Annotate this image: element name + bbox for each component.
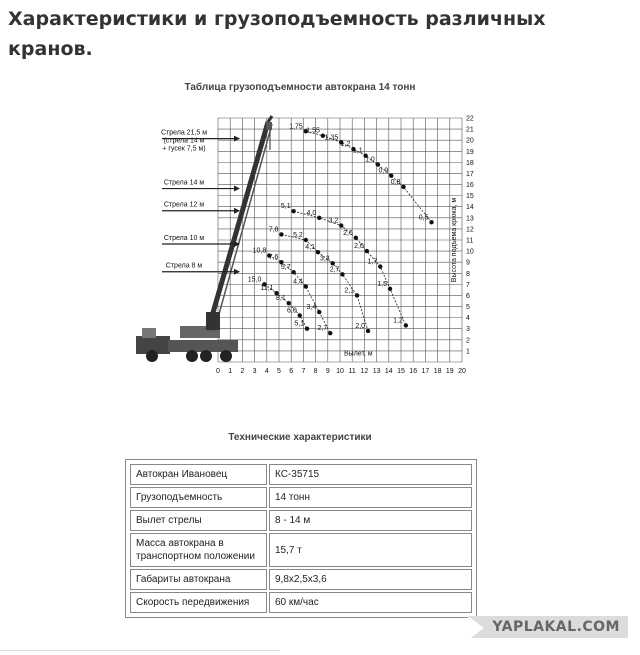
x-tick-label: 14 — [384, 368, 393, 375]
data-point — [304, 238, 308, 242]
x-tick-label: 13 — [372, 368, 381, 375]
boom-label: Стрела 10 м — [163, 235, 205, 242]
boom-label: Стрела 8 м — [165, 262, 203, 270]
spec-key: Скорость передвижения — [130, 592, 267, 613]
boom-label: Стрела 12 м — [163, 201, 205, 209]
boom-label: Стрела 21,5 м — [160, 129, 208, 137]
data-label: 15,0 — [247, 276, 262, 284]
x-tick-label: 6 — [289, 368, 294, 375]
data-label: 1,35 — [324, 134, 339, 142]
data-point — [401, 185, 405, 189]
data-point — [429, 220, 433, 224]
data-label: 2,7 — [329, 266, 340, 274]
data-point — [298, 313, 302, 317]
data-point — [354, 236, 358, 240]
y-tick-label: 7 — [466, 281, 470, 289]
spec-row — [130, 510, 472, 531]
data-label: 5,1 — [294, 320, 305, 328]
x-tick-label: 0 — [216, 368, 220, 375]
spec-row — [130, 592, 472, 613]
x-tick-label: 9 — [325, 368, 330, 375]
x-tick-label: 16 — [409, 368, 418, 375]
data-label: 0,5 — [418, 214, 429, 222]
data-label: 3,4 — [306, 304, 317, 312]
data-label: 3,3 — [319, 255, 330, 263]
data-label: 6,0 — [287, 307, 297, 315]
series-line — [306, 131, 432, 222]
y-tick-label: 13 — [466, 215, 474, 223]
data-label: 7,6 — [268, 254, 279, 262]
y-axis-label: Высота подъема крюка, м — [451, 197, 458, 283]
y-tick-label: 2 — [466, 337, 470, 345]
data-label: 0,9 — [378, 167, 389, 175]
watermark: YAPLAKAL.COM — [468, 616, 628, 638]
data-point — [366, 329, 370, 333]
x-tick-label: 1 — [228, 368, 233, 375]
divider — [0, 650, 280, 651]
data-label: 0,8 — [390, 178, 401, 186]
data-label: 4,4 — [293, 278, 303, 286]
data-point — [404, 323, 408, 327]
spec-key: Габариты автокрана — [130, 569, 267, 590]
boom-arrow-head — [234, 186, 240, 192]
spec-key: Грузоподъемность — [130, 487, 267, 508]
y-tick-label: 1 — [466, 348, 470, 356]
x-axis-label: Вылет, м — [344, 350, 373, 358]
data-label: 1,75 — [289, 123, 303, 131]
x-tick-label: 20 — [458, 368, 466, 375]
data-point — [388, 287, 392, 291]
page-title: Характеристики и грузоподъемность различных кранов. — [8, 8, 546, 60]
y-tick-label: 22 — [466, 115, 474, 123]
data-label: 5,1 — [280, 203, 291, 211]
y-tick-label: 3 — [466, 326, 470, 334]
boom-label: (стрела 14 м — [163, 137, 205, 145]
spec-value: 60 км/час — [269, 592, 472, 613]
data-point — [389, 173, 393, 177]
boom-label: + гусек 7,5 м) — [162, 145, 206, 153]
data-label: 7,8 — [268, 226, 279, 234]
x-tick-label: 3 — [252, 368, 257, 375]
data-point — [365, 249, 369, 253]
data-point — [305, 327, 309, 331]
x-tick-label: 8 — [313, 368, 318, 375]
x-tick-label: 19 — [445, 368, 454, 375]
y-tick-label: 5 — [466, 304, 470, 312]
spec-key: Масса автокрана в транспортном положении — [130, 533, 267, 567]
x-tick-label: 18 — [433, 368, 442, 375]
data-point — [355, 293, 359, 297]
spec-value: КС-35715 — [269, 464, 472, 485]
x-tick-label: 11 — [348, 368, 356, 375]
y-tick-label: 4 — [466, 315, 470, 323]
x-tick-label: 15 — [397, 368, 405, 375]
boom-arrow-head — [234, 269, 240, 275]
chart-title: Таблица грузоподъемности автокрана 14 тонн — [184, 82, 416, 93]
x-tick-label: 10 — [336, 368, 344, 375]
data-label: 4,1 — [305, 244, 316, 252]
y-tick-label: 20 — [466, 137, 474, 145]
data-point — [287, 301, 291, 305]
data-label: 11,1 — [260, 285, 274, 293]
y-tick-label: 14 — [466, 204, 474, 212]
spec-key: Автокран Ивановец — [130, 464, 267, 485]
data-label: 1,5 — [377, 280, 388, 288]
y-tick-label: 8 — [466, 270, 470, 278]
spec-value: 8 - 14 м — [269, 510, 472, 531]
data-point — [376, 162, 380, 166]
data-label: 2,7 — [317, 325, 328, 333]
data-label: 1,2 — [340, 141, 351, 149]
y-tick-label: 15 — [466, 193, 474, 201]
y-tick-label: 6 — [466, 292, 470, 300]
y-tick-label: 21 — [466, 126, 474, 134]
data-point — [317, 216, 321, 220]
chart-grid — [218, 118, 462, 362]
spec-row — [130, 533, 472, 567]
data-label: 2,1 — [344, 287, 355, 295]
x-tick-label: 17 — [421, 368, 430, 375]
tech-specs-title: Технические характеристики — [228, 432, 372, 443]
data-point — [279, 232, 283, 236]
data-point — [340, 272, 344, 276]
spec-table — [125, 459, 477, 618]
load-chart — [122, 100, 482, 390]
data-point — [291, 209, 295, 213]
data-point — [291, 270, 295, 274]
data-point — [317, 310, 321, 314]
data-label: 2,0 — [355, 322, 366, 330]
data-label: 4,0 — [306, 209, 317, 217]
spec-key: Вылет стрелы — [130, 510, 267, 531]
data-label: 5,2 — [293, 232, 303, 239]
data-label: 1,7 — [367, 258, 378, 266]
data-point — [378, 264, 382, 268]
y-tick-label: 9 — [466, 259, 470, 267]
data-point — [316, 250, 320, 254]
y-tick-label: 19 — [466, 148, 474, 156]
data-point — [328, 331, 332, 335]
data-label: 2,6 — [343, 229, 353, 237]
data-point — [339, 223, 343, 227]
data-label: 1,55 — [306, 127, 320, 135]
y-tick-label: 10 — [466, 248, 474, 256]
data-label: 1,2 — [393, 317, 403, 325]
data-label: 5,7 — [280, 264, 291, 272]
boom-label: Стрела 14 м — [163, 179, 205, 187]
spec-row — [130, 569, 472, 590]
boom-arrow-head — [234, 208, 240, 214]
x-tick-label: 12 — [360, 368, 369, 375]
y-tick-label: 12 — [466, 226, 474, 234]
boom-arrow-head — [234, 136, 240, 142]
spec-value: 9,8x2,5x3,6 — [269, 569, 472, 590]
data-point — [304, 284, 308, 288]
spec-row — [130, 464, 472, 485]
y-tick-label: 17 — [466, 170, 474, 178]
y-tick-label: 18 — [466, 159, 474, 167]
data-label: 1,1 — [352, 147, 363, 155]
data-label: 8,1 — [276, 295, 286, 303]
data-label: 10,8 — [252, 247, 267, 255]
y-tick-label: 11 — [466, 237, 474, 245]
load-curves — [248, 123, 434, 335]
spec-value: 14 тонн — [269, 487, 472, 508]
data-point — [330, 261, 334, 265]
x-tick-label: 2 — [240, 368, 245, 375]
spec-row — [130, 487, 472, 508]
data-label: 3,2 — [328, 217, 339, 225]
data-label: 1,0 — [365, 156, 375, 164]
data-label: 2,0 — [354, 243, 364, 251]
spec-value: 15,7 т — [269, 533, 472, 567]
x-tick-label: 4 — [264, 368, 269, 375]
x-tick-label: 5 — [277, 368, 281, 375]
y-tick-label: 16 — [466, 182, 474, 190]
x-tick-label: 7 — [301, 368, 306, 375]
